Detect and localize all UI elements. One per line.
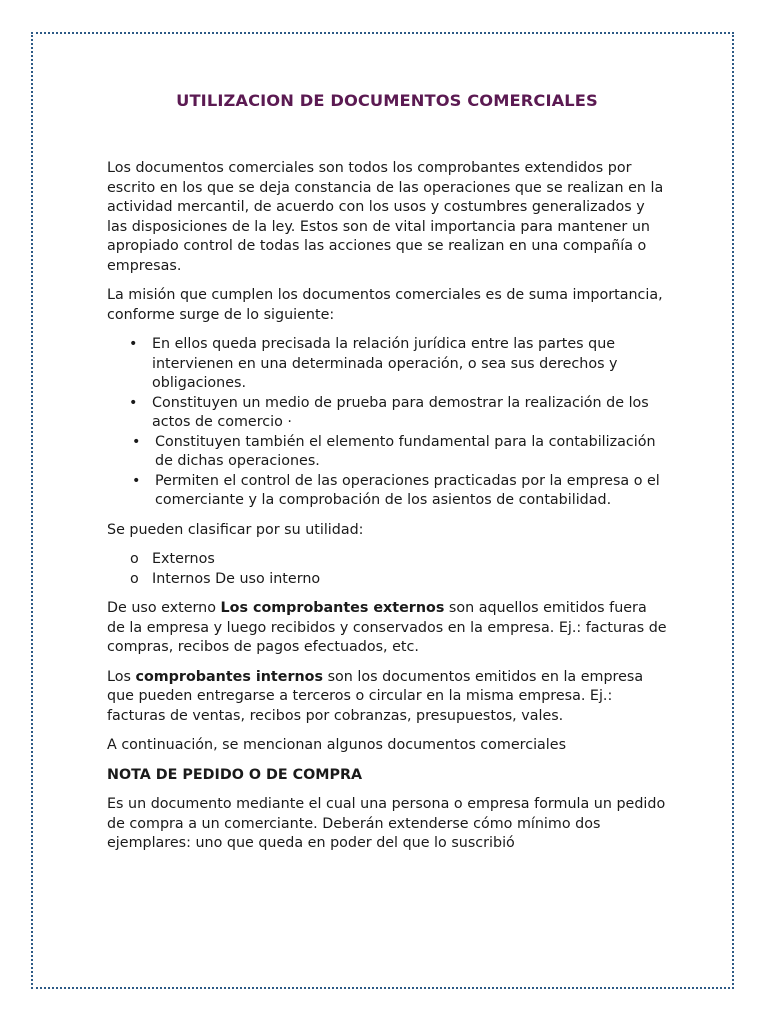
mission-bullet-list bbox=[107, 335, 667, 511]
intro-paragraph: Los documentos comerciales son todos los comprobantes extendidos por escrito en los que se deja constancia de las operaciones que se realizan en la actividad mercantil, de acuerdo con los usos y costumbres generalizados y las disposiciones de la ley. Estos son de vital importancia para mantener un apropiado control de todas las acciones que se realizan en una compañía o empresas. bbox=[107, 160, 664, 274]
list-item: • Permiten el control de las operaciones practicadas por la empresa o el comerciante y la comprobación de los asientos de contabilidad. bbox=[107, 472, 667, 511]
bold-term: comprobantes internos bbox=[135, 668, 324, 685]
list-intro-paragraph: A continuación, se mencionan algunos documentos comerciales bbox=[107, 737, 567, 753]
list-item: • Constituyen un medio de prueba para demostrar la realización de los actos de comercio · bbox=[107, 394, 667, 433]
paragraph-text: son los documentos emitidos en la empresa que pueden entregarse a terceros o circular en la misma empresa. Ej.: facturas de ventas, recibos por cobranzas, presupuestos, vales. bbox=[107, 668, 644, 724]
list-item: • En ellos queda precisada la relación jurídica entre las partes que intervienen en una determinada operación, o sea sus derechos y obligaciones. bbox=[107, 335, 667, 394]
list-item: o Internos De uso interno bbox=[107, 570, 667, 590]
document-title: UTILIZACION DE DOCUMENTOS COMERCIALES bbox=[176, 91, 598, 110]
internal-vouchers-paragraph bbox=[107, 668, 667, 727]
paragraph-text: son aquellos emitidos fuera de la empresa y luego recibidos y conservados en la empresa. Ej.: facturas de compras, recibos de pagos efectuados, etc. bbox=[107, 600, 667, 655]
list-item: • Constituyen también el elemento fundamental para la contabilización de dichas operaciones. bbox=[107, 433, 667, 472]
list-item: o Externos bbox=[107, 550, 667, 570]
external-vouchers-paragraph bbox=[107, 599, 667, 658]
classification-list bbox=[107, 550, 667, 589]
bold-term: Los comprobantes externos bbox=[220, 600, 445, 616]
document-body bbox=[107, 90, 667, 864]
classification-paragraph: Se pueden clasificar por su utilidad: bbox=[107, 521, 364, 538]
paragraph-text: De uso externo bbox=[107, 600, 221, 616]
mission-paragraph: La misión que cumplen los documentos comerciales es de suma importancia, conforme surge de lo siguiente: bbox=[107, 287, 663, 323]
section-heading: NOTA DE PEDIDO O DE COMPRA bbox=[107, 766, 363, 783]
paragraph-text: Los bbox=[107, 668, 136, 685]
purchase-order-paragraph: Es un documento mediante el cual una persona o empresa formula un pedido de compra a un comerciante. Deberán extenderse cómo mínimo dos ejemplares: uno que queda en poder del que lo suscribió bbox=[107, 796, 666, 851]
